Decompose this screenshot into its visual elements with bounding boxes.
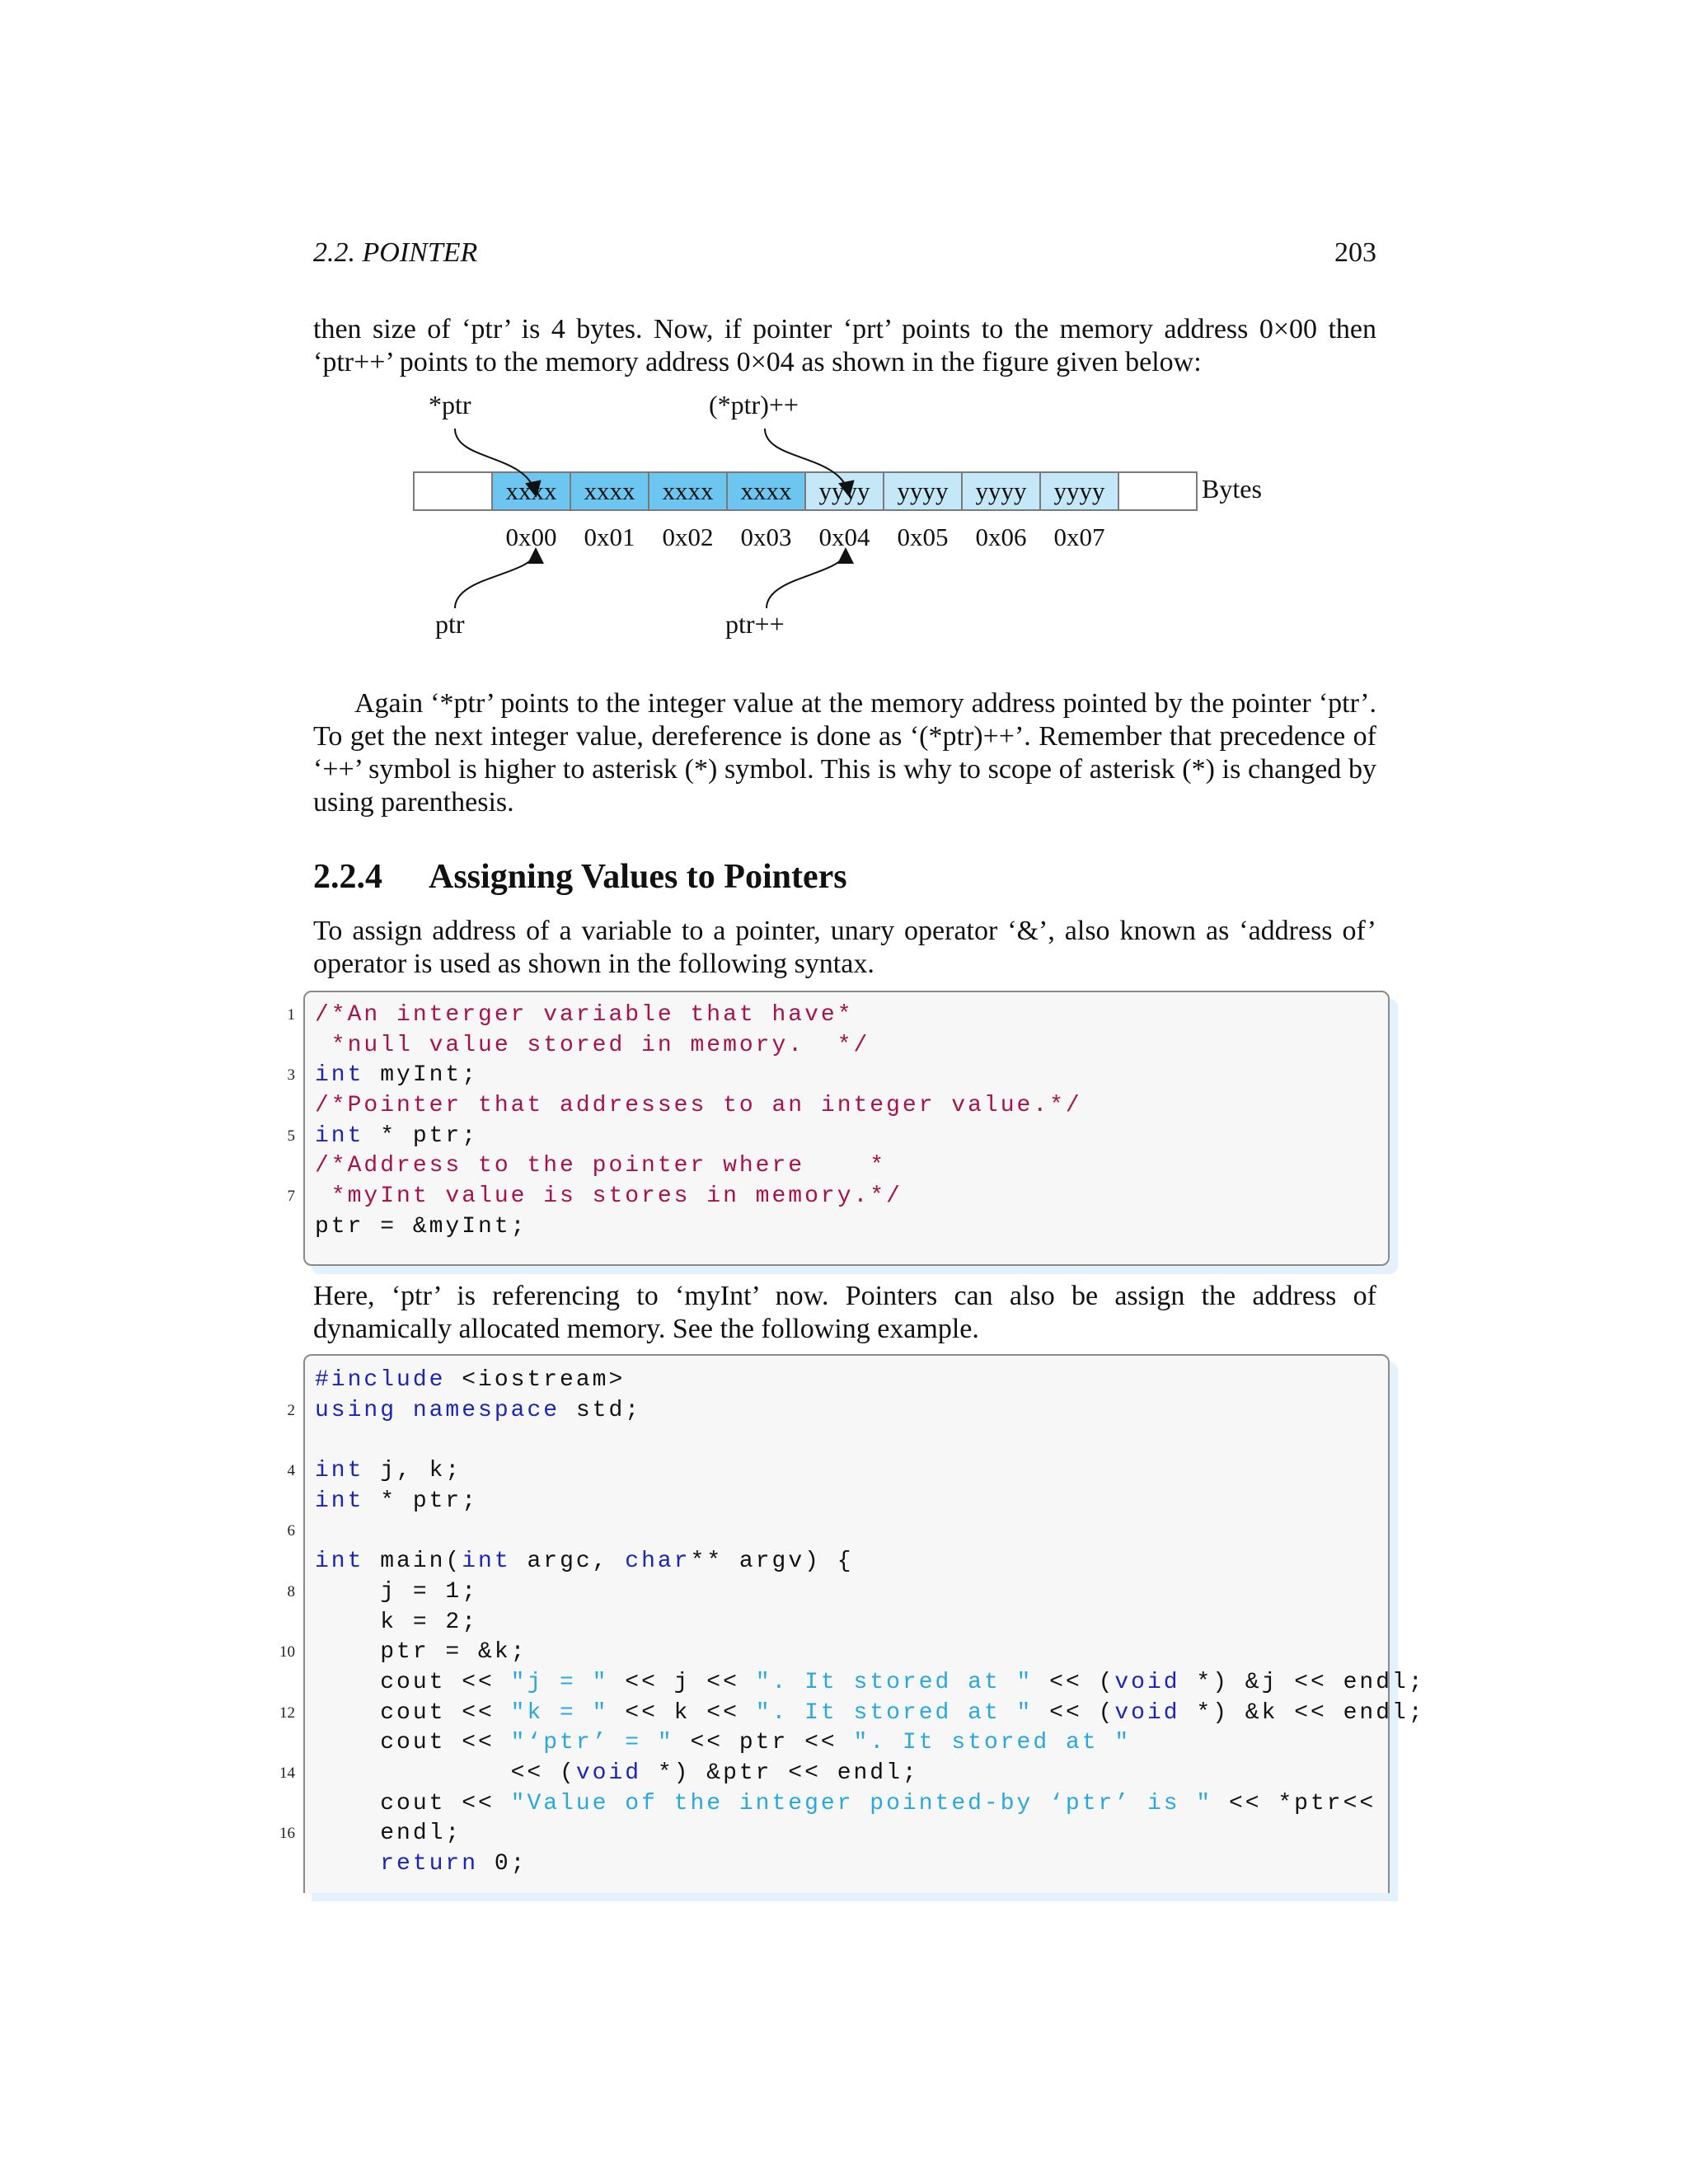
code-line [305,1789,1388,1820]
memory-address-label: 0x05 [897,523,949,551]
code-line [305,1487,1388,1517]
code-token: << ptr << [673,1730,854,1756]
code-token: std; [560,1397,642,1423]
code-token: void [575,1760,642,1786]
code-line [287,1061,1388,1091]
memory-address-label: 0x03 [740,523,792,551]
code-token: << j << [608,1669,756,1695]
section-heading [313,857,847,897]
code-token: int [462,1549,511,1575]
code-token: j = 1; [315,1578,479,1605]
code-token: cout << [315,1730,511,1756]
code-line [305,1151,1388,1182]
memory-address-label: 0x01 [584,523,635,551]
code-token: << ( [315,1760,576,1786]
line-number: 7 [287,1188,295,1206]
line-number: 8 [287,1582,295,1601]
memory-cell-value: xxxx [662,476,714,505]
memory-diagram-svg [396,387,1286,659]
line-number: 4 [287,1462,295,1480]
code-token: /*Address to the pointer where * [315,1153,887,1179]
label-deref-inc: (*ptr)++ [709,390,799,419]
memory-address-label: 0x02 [662,523,714,551]
line-number: 12 [279,1704,295,1722]
memory-cell-value: yyyy [975,476,1027,505]
code-line [287,1182,1388,1212]
code-token: * ptr; [363,1122,479,1149]
code-line [287,1516,1388,1547]
code-line [279,1819,1388,1849]
code-token: main( [363,1549,462,1575]
code-token: *) &ptr << endl; [641,1760,919,1786]
code-token: "‘ptr’ = " [510,1730,674,1756]
code-token: ptr = &k; [315,1639,528,1666]
code-token: << ( [1033,1699,1115,1726]
code-token: int [315,1122,364,1149]
page-number: 203 [1334,237,1376,268]
code-token: int [315,1488,364,1514]
memory-cell-value: yyyy [818,476,870,505]
code-token: <iostream> [445,1367,626,1393]
code-token: ". It stored at " [755,1669,1034,1695]
pointer-arrows [455,429,849,608]
code-token: *) &j << endl; [1179,1669,1425,1695]
code-token: k = 2; [315,1609,479,1635]
code-token: "j = " [510,1669,609,1695]
code-line [305,1547,1388,1577]
code-token: << *ptr<< [1212,1790,1376,1816]
code-listing-2 [279,1354,1425,1893]
memory-address-label: 0x06 [975,523,1027,551]
code-token: *null value stored in memory. */ [315,1032,870,1058]
memory-cell [414,472,492,510]
paragraph-assign-intro: To assign address of a variable to a pointer, unary operator ‘&’, also known as ‘address of’ operator is used as shown in the following syntax. [313,916,1376,979]
memory-address-label: 0x00 [505,523,557,551]
code-token: << ( [1033,1669,1115,1695]
code-line [305,1728,1388,1759]
code-line [305,1668,1425,1699]
code-token: *) &k << endl; [1179,1699,1425,1726]
memory-cell-value: xxxx [584,476,635,505]
code-line [287,1001,1388,1031]
code-token: using [315,1397,397,1423]
code-line [305,1426,1388,1456]
section-number: 2.2.4 [313,858,382,896]
line-number: 1 [287,1006,295,1024]
code-token: myInt; [363,1062,479,1089]
code-line [279,1699,1425,1729]
code-token: "k = " [510,1699,609,1726]
code-line [305,1366,1388,1396]
code-token [396,1398,413,1423]
code-token: int [315,1549,364,1575]
code-token: cout << [315,1699,511,1726]
line-number: 6 [287,1522,295,1540]
paragraph-dynamic-memory: Here, ‘ptr’ is referencing to ‘myInt’ now. Pointers can also be assign the address of dynamically allocated memory. See the following example. [313,1281,1376,1344]
code-token: int [315,1062,364,1089]
code-token: ". It stored at " [755,1699,1034,1726]
line-number: 3 [287,1066,295,1085]
memory-cell [1118,472,1197,510]
code-token: endl; [315,1821,462,1847]
code-token: #include [315,1367,446,1393]
code-token: *myInt value is stores in memory.*/ [315,1183,903,1210]
label-deref: *ptr [429,390,471,419]
memory-cell-value: xxxx [740,476,792,505]
code-token: void [1114,1699,1180,1726]
memory-cell-value: yyyy [897,476,949,505]
line-number: 5 [287,1127,295,1145]
arrow-ptr [455,551,536,608]
memory-cell-value: xxxx [505,476,557,505]
line-number: 2 [287,1401,295,1419]
bytes-label: Bytes [1202,474,1262,504]
code-token: ** argv) { [690,1549,854,1575]
section-title: Assigning Values to Pointers [429,858,847,896]
code-token: cout << [315,1669,511,1695]
code-token: int [315,1458,364,1484]
code-token: * ptr; [363,1488,479,1514]
code-token: << k << [608,1699,756,1726]
running-header-title: 2.2. POINTER [313,237,478,268]
memory-address-label: 0x04 [818,523,870,551]
line-number: 10 [279,1643,295,1661]
code-token: return [380,1851,479,1877]
code-token: /*Pointer that addresses to an integer value.*/ [315,1093,1082,1119]
code-line [305,1212,1388,1243]
code-token: ". It stored at " [853,1730,1132,1756]
code-token: "Value of the integer pointed-by ‘ptr’ is " [510,1790,1213,1816]
code-line [279,1759,1388,1789]
code-listing-1 [287,991,1390,1266]
code-token: j, k; [363,1458,462,1484]
code-token [315,1851,380,1877]
code-token: void [1114,1669,1180,1695]
code-token: ptr = &myInt; [315,1213,528,1240]
line-number: 14 [279,1764,295,1782]
code-line [287,1122,1388,1152]
paragraph-dereference: Again ‘*ptr’ points to the integer value at the memory address pointed by the pointer ‘ptr’. To get the next integer value, dereference is done as ‘(*ptr)++’. Remember that precedence of ‘++’ symbol is higher to asterisk (*) symbol. This is why to scope of asterisk (*) is changed by using parenthesis. [313,688,1376,818]
memory-cell-value: yyyy [1053,476,1105,505]
code-line [287,1456,1388,1487]
line-number: 16 [279,1825,295,1843]
label-ptr: ptr [435,609,465,639]
code-token: namespace [412,1397,560,1423]
code-token: cout << [315,1790,511,1816]
code-line [287,1577,1388,1608]
code-token: argc, [510,1549,626,1575]
arrow-ptr-inc [767,551,846,608]
paragraph-intro: then size of ‘ptr’ is 4 bytes. Now, if pointer ‘prt’ points to the memory address 0×00 then ‘ptr++’ points to the memory address 0×04 as shown in the figure given below: [313,314,1376,377]
code-token: 0; [478,1851,528,1877]
code-line [305,1608,1388,1638]
code-token: /*An interger variable that have* [315,1002,854,1028]
code-line [287,1396,1388,1427]
label-ptr-inc: ptr++ [725,609,785,639]
code-line [279,1638,1388,1668]
code-token: char [625,1549,691,1575]
code-line [305,1849,1388,1880]
code-line [305,1031,1388,1062]
code-line [305,1091,1388,1122]
memory-diagram [396,387,1286,659]
memory-address-label: 0x07 [1053,523,1105,551]
